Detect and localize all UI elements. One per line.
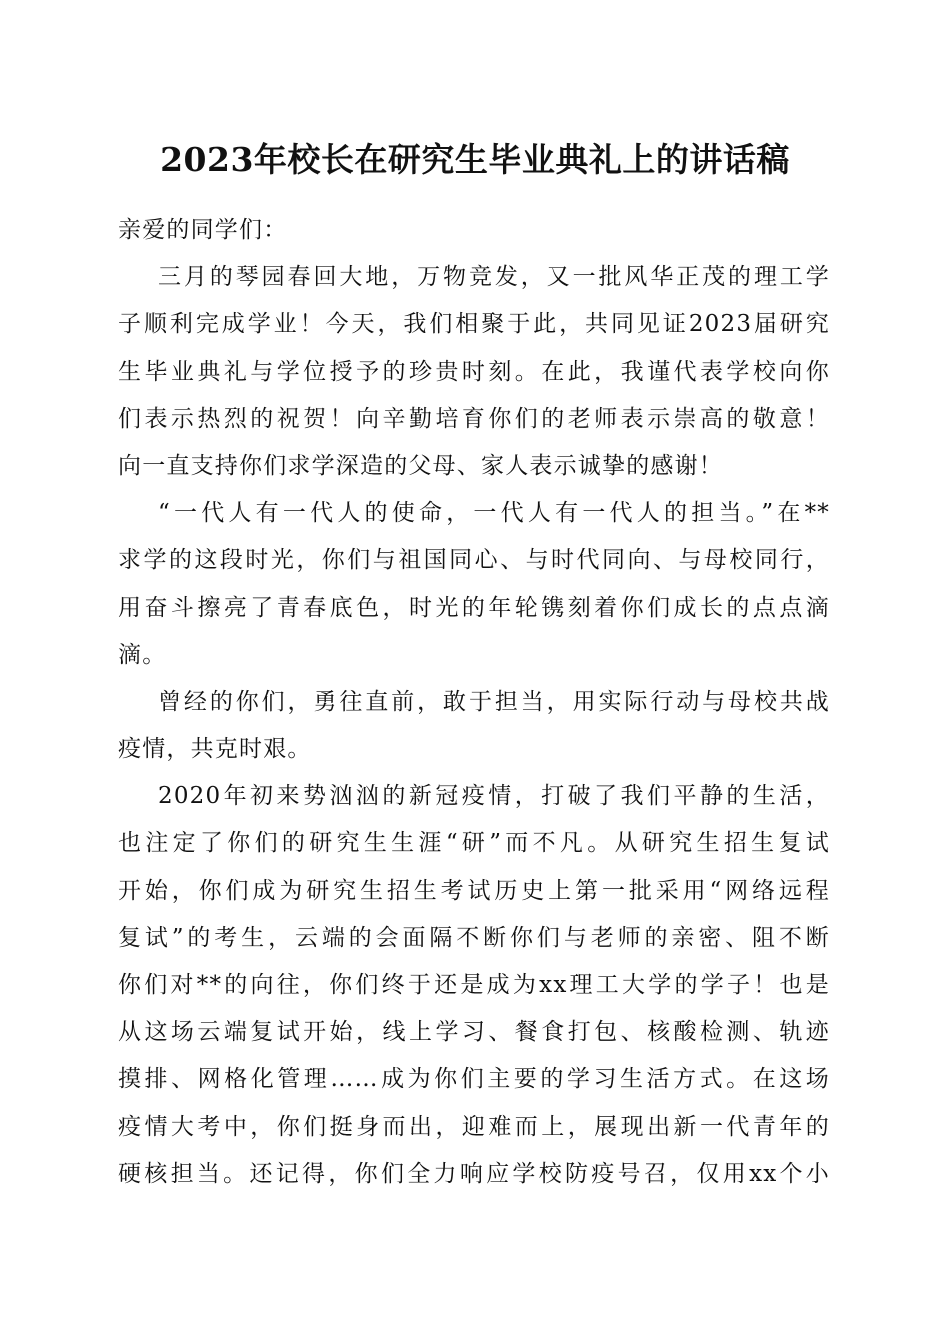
body-text-line: 求学的这段时光，你们与祖国同心、与时代同向、与母校同行， xyxy=(118,547,830,574)
body-text-line: 疫情大考中，你们挺身而出，迎难而上，展现出新一代青年的 xyxy=(118,1113,830,1140)
body-text-line: 们表示热烈的祝贺！向辛勤培育你们的老师表示崇高的敬意！ xyxy=(118,405,830,432)
body-text-line: 向一直支持你们求学深造的父母、家人表示诚挚的感谢！ xyxy=(118,452,723,479)
body-text-line: 疫情，共克时艰。 xyxy=(118,736,312,763)
body-text-line: 从这场云端复试开始，线上学习、餐食打包、核酸检测、轨迹 xyxy=(118,1019,830,1046)
body-text-line: 三月的琴园春回大地，万物竞发，又一批风华正茂的理工学 xyxy=(158,264,830,291)
body-text-line: 滴。 xyxy=(118,641,167,668)
body-text-line: 用奋斗擦亮了青春底色，时光的年轮镌刻着你们成长的点点滴 xyxy=(118,594,830,621)
body-text-line: 开始，你们成为研究生招生考试历史上第一批采用“网络远程 xyxy=(118,877,830,904)
document-body xyxy=(118,207,830,1198)
body-text-line: 摸排、网格化管理……成为你们主要的学习生活方式。在这场 xyxy=(118,1066,830,1093)
body-text-line: “一代人有一代人的使命，一代人有一代人的担当。”在** xyxy=(158,500,830,527)
body-text-line: 硬核担当。还记得，你们全力响应学校防疫号召，仅用xx个小 xyxy=(118,1160,830,1187)
body-text-line: 生毕业典礼与学位授予的珍贵时刻。在此，我谨代表学校向你 xyxy=(118,358,830,385)
document-title: 2023年校长在研究生毕业典礼上的讲话稿 xyxy=(160,140,790,179)
body-text-line: 子顺利完成学业！今天，我们相聚于此，共同见证2023届研究 xyxy=(118,311,830,338)
body-text-line: 复试”的考生，云端的会面隔不断你们与老师的亲密、阻不断 xyxy=(118,924,830,951)
body-text-line: 你们对**的向往，你们终于还是成为xx理工大学的学子！也是 xyxy=(118,972,830,998)
body-text-line: 亲爱的同学们： xyxy=(118,217,288,243)
body-text-line: 2020年初来势汹汹的新冠疫情，打破了我们平静的生活， xyxy=(158,783,830,810)
body-text-line: 曾经的你们，勇往直前，敢于担当，用实际行动与母校共战 xyxy=(158,688,830,715)
body-text-line: 也注定了你们的研究生生涯“研”而不凡。从研究生招生复试 xyxy=(118,830,830,857)
